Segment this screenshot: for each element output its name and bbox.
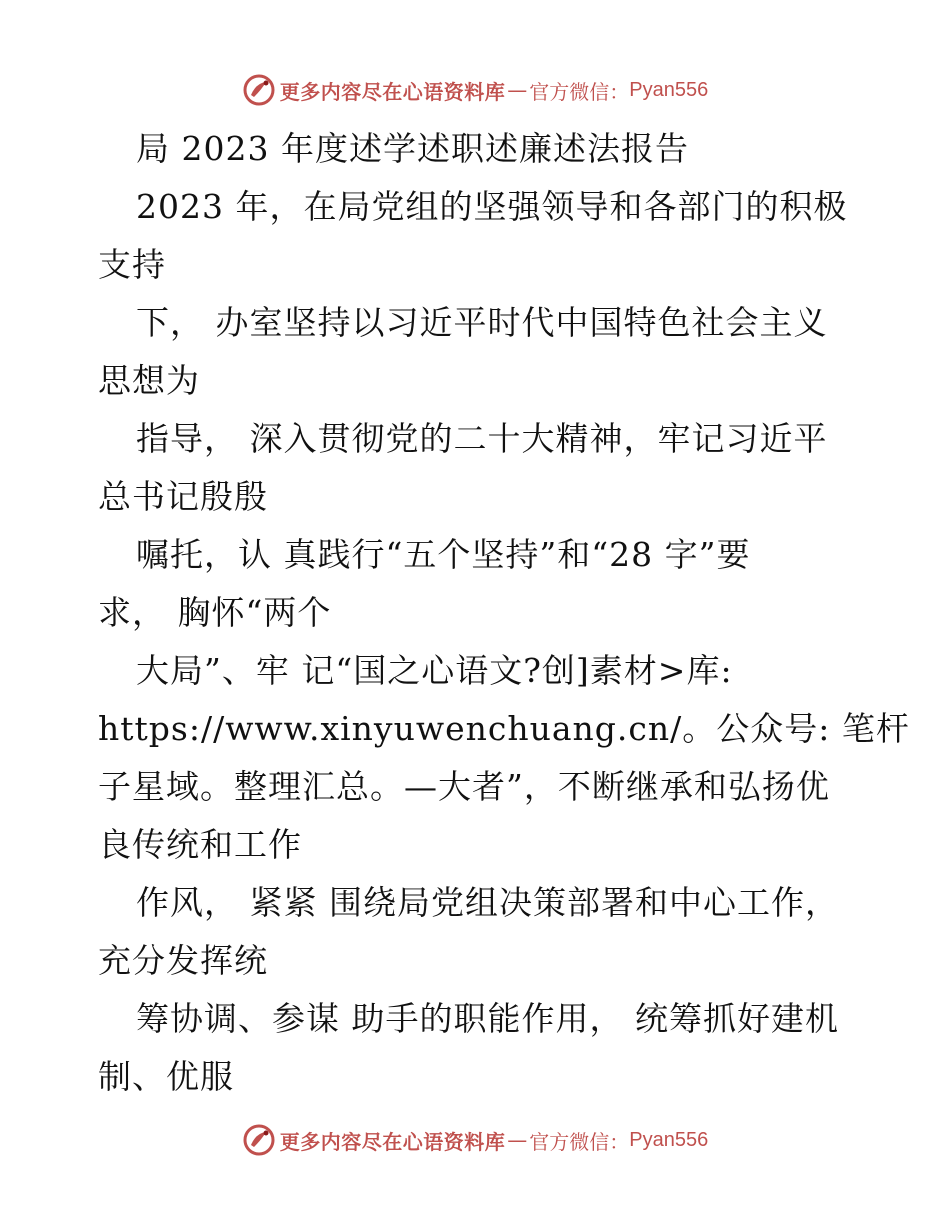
- text-line: 指导， 深入贯彻党的二十大精神，牢记习近平: [136, 419, 828, 458]
- banner-text: 更多内容尽在心语资料库: [279, 1129, 506, 1154]
- header-banner: [0, 70, 950, 110]
- banner-wechat-id: Pyan556: [629, 78, 709, 101]
- banner-wechat-label: 官方微信：: [529, 1129, 630, 1154]
- banner-separator: —: [507, 1128, 528, 1152]
- text-line: 子星域。整理汇总。—大者”，不断继承和弘扬优: [98, 767, 830, 806]
- text-line: 支持: [98, 245, 166, 284]
- banner-wechat-id: Pyan556: [629, 1128, 709, 1151]
- banner-wechat-label: 官方微信：: [529, 79, 630, 104]
- seal-logo-icon: [242, 1123, 276, 1157]
- text-line: 2023 年，在局党组的坚强领导和各部门的积极: [136, 187, 848, 226]
- banner-text: 更多内容尽在心语资料库: [279, 79, 506, 104]
- text-line: 大局”、牢 记“国之心语文?创]素材>库:: [136, 651, 733, 690]
- text-line: https://www.xinyuwenchuang.cn/。公众号: 笔杆: [98, 709, 910, 748]
- text-line: 思想为: [98, 361, 200, 400]
- text-line: 良传统和工作: [98, 825, 302, 864]
- text-line: 制、优服: [98, 1057, 234, 1096]
- text-line: 作风， 紧紧 围绕局党组决策部署和中心工作，: [136, 883, 839, 922]
- text-line: 局 2023 年度述学述职述廉述法报告: [136, 129, 689, 168]
- banner-separator: —: [507, 78, 528, 102]
- text-line: 求， 胸怀“两个: [98, 593, 332, 632]
- footer-banner: [0, 1120, 950, 1160]
- text-line: 充分发挥统: [98, 941, 268, 980]
- text-line: 嘱托，认 真践行“五个坚持”和“28 字”要: [136, 535, 751, 574]
- document-body: [98, 120, 910, 1106]
- text-line: 总书记殷殷: [98, 477, 268, 516]
- text-line: 下， 办室坚持以习近平时代中国特色社会主义: [136, 303, 828, 342]
- text-line: 筹协调、参谋 助手的职能作用， 统筹抓好建机: [136, 999, 839, 1038]
- seal-logo-icon: [242, 73, 276, 107]
